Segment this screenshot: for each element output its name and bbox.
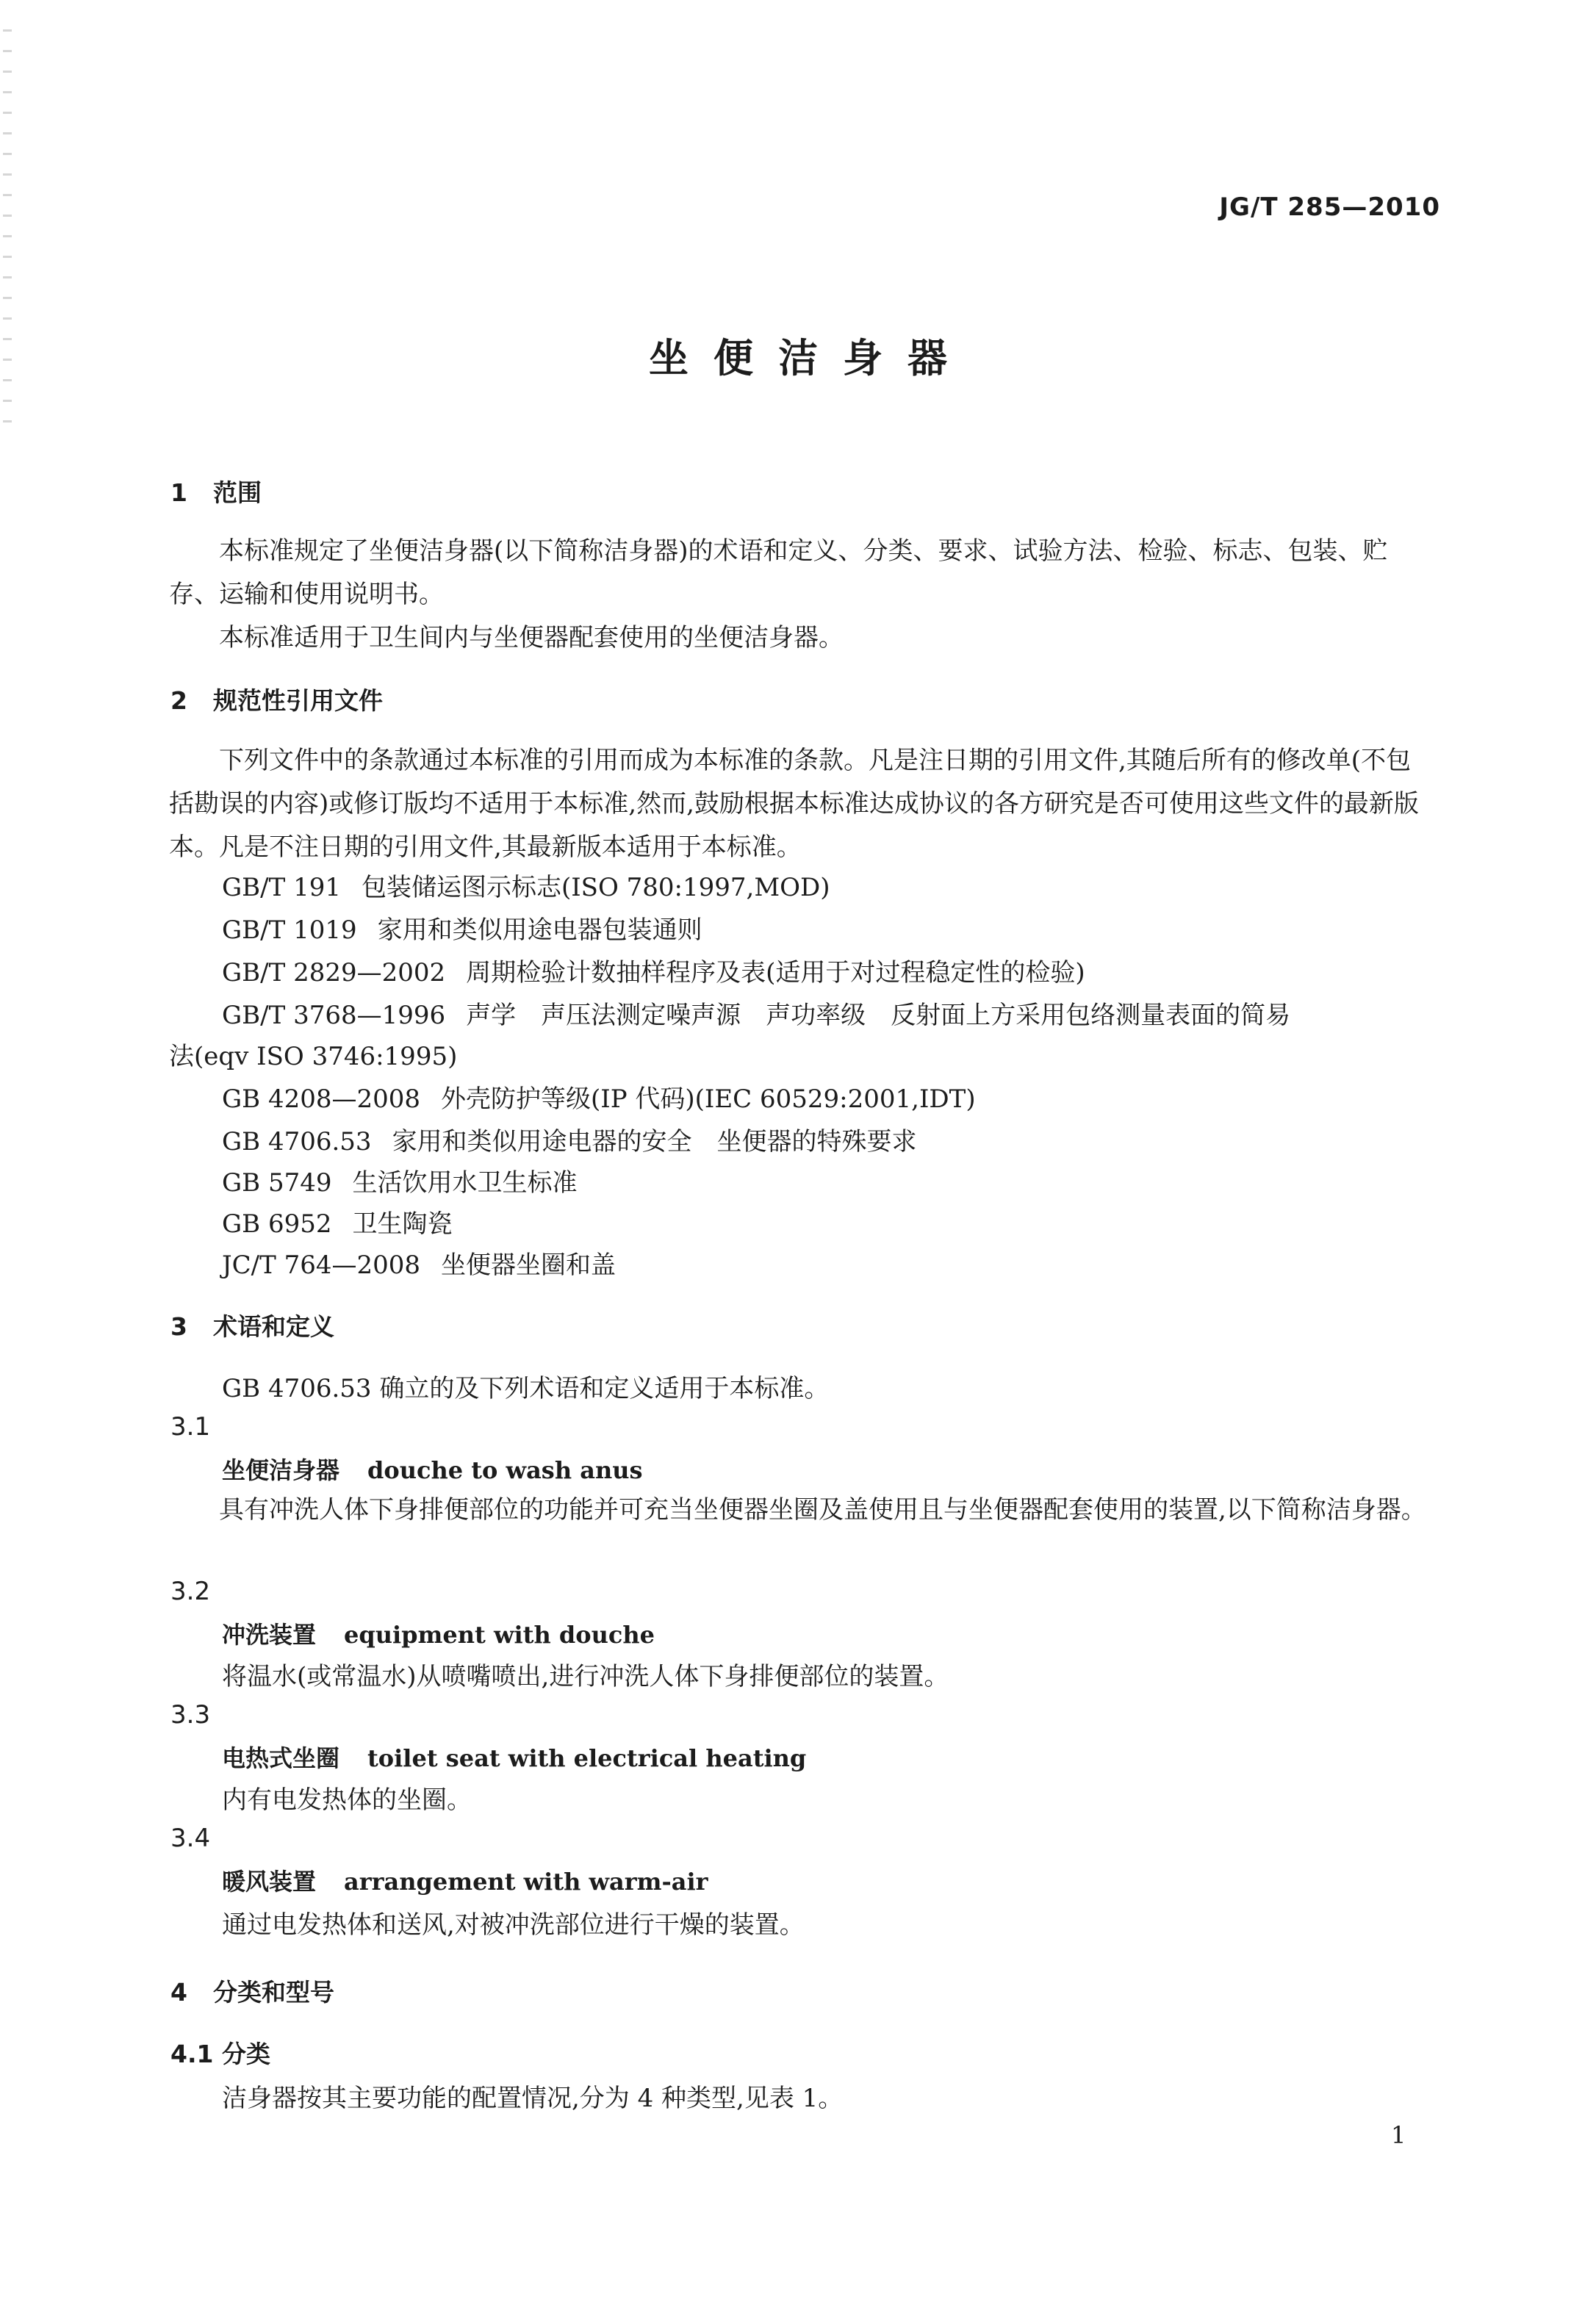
reference-code: GB 5749: [222, 1168, 332, 1198]
reference-title: 家用和类似用途电器包装通则: [377, 915, 702, 945]
reference-code: GB 6952: [222, 1209, 332, 1239]
reference-item: [222, 1245, 616, 1281]
subsection-number: 4.1: [170, 2040, 214, 2068]
section-title: 规范性引用文件: [213, 686, 383, 715]
reference-item: [222, 995, 1290, 1031]
reference-code: GB/T 191: [222, 873, 341, 902]
reference-code: JC/T 764—2008: [222, 1251, 421, 1280]
reference-title: 生活饮用水卫生标准: [352, 1168, 578, 1198]
term-zh: 冲洗装置: [222, 1621, 317, 1649]
normative-intro: 下列文件中的条款通过本标准的引用而成为本标准的条款。凡是注日期的引用文件,其随后所有的修改单(不包括勘误的内容)或修订版均不适用于本标准,然而,鼓励根据本标准达成协议的各方研究是否可使用这些文件的最新版本。凡是不注日期的引用文件,其最新版本适用于本标准。: [169, 746, 1419, 862]
page-number: 1: [1391, 2121, 1406, 2149]
reference-item: [222, 1079, 976, 1115]
reference-code: GB 4208—2008: [222, 1084, 421, 1114]
term-number: 3.4: [170, 1824, 211, 1853]
term-zh: 坐便洁身器: [222, 1456, 340, 1484]
document-title: 坐便洁身器: [649, 335, 972, 381]
term-definition: 通过电发热体和送风,对被冲洗部位进行干燥的装置。: [222, 1910, 805, 1940]
term-en: douche to wash anus: [367, 1456, 643, 1484]
reference-title: 包装储运图示标志(ISO 780:1997,MOD): [361, 873, 830, 902]
term-en: toilet seat with electrical heating: [367, 1744, 807, 1772]
reference-title: 周期检验计数抽样程序及表(适用于对过程稳定性的检验): [466, 958, 1085, 987]
term-heading: [222, 1452, 643, 1486]
reference-code: GB/T 1019: [222, 915, 357, 945]
section-title: 术语和定义: [213, 1312, 334, 1341]
section-number: 3: [170, 1312, 187, 1341]
section-2-heading: [170, 682, 383, 716]
reference-item: [222, 910, 702, 946]
reference-title: 家用和类似用途电器的安全 坐便器的特殊要求: [392, 1127, 917, 1156]
section-title: 分类和型号: [213, 1978, 334, 2007]
section-4-heading: [170, 1974, 334, 2008]
reference-title: 外壳防护等级(IP 代码)(IEC 60529:2001,IDT): [441, 1084, 976, 1114]
scope-paragraph-2: 本标准适用于卫生间内与坐便器配套使用的坐便洁身器。: [219, 623, 844, 652]
term-heading: [222, 1740, 806, 1774]
term-number: 3.2: [170, 1577, 211, 1606]
subsection-4-1-heading: [170, 2035, 270, 2070]
term-number: 3.1: [170, 1412, 211, 1442]
reference-title: 坐便器坐圈和盖: [441, 1251, 617, 1280]
term-en: arrangement with warm-air: [344, 1868, 708, 1896]
term-heading: [222, 1863, 708, 1897]
reference-item: [222, 1204, 452, 1240]
reference-item: [222, 1162, 577, 1198]
reference-continuation: 法(eqv ISO 3746:1995): [169, 1042, 458, 1071]
reference-code: GB 4706.53: [222, 1127, 372, 1156]
reference-code: GB/T 2829—2002: [222, 958, 446, 987]
subsection-title: 分类: [222, 2040, 270, 2068]
term-definition: 内有电发热体的坐圈。: [222, 1785, 472, 1815]
term-zh: 电热式坐圈: [222, 1744, 340, 1772]
term-en: equipment with douche: [344, 1621, 655, 1649]
section-3-heading: [170, 1308, 334, 1342]
term-definition: 将温水(或常温水)从喷嘴喷出,进行冲洗人体下身排便部位的装置。: [222, 1662, 949, 1691]
reference-title: 卫生陶瓷: [352, 1209, 453, 1239]
term-zh: 暖风装置: [222, 1868, 317, 1896]
section-number: 1: [170, 478, 187, 507]
scope-paragraph-1: 本标准规定了坐便洁身器(以下简称洁身器)的术语和定义、分类、要求、试验方法、检验、标志、包装、贮存、运输和使用说明书。: [169, 536, 1388, 609]
section-title: 范围: [213, 478, 262, 507]
term-heading: [222, 1616, 655, 1650]
terms-intro: GB 4706.53 确立的及下列术语和定义适用于本标准。: [222, 1374, 830, 1403]
reference-item: [222, 867, 830, 903]
section-1-heading: [170, 474, 262, 508]
classification-text: 洁身器按其主要功能的配置情况,分为 4 种类型,见表 1。: [222, 2084, 844, 2113]
reference-item: [222, 952, 1085, 988]
reference-code: GB/T 3768—1996: [222, 1001, 446, 1030]
reference-item: [222, 1121, 917, 1157]
reference-title: 声学 声压法测定噪声源 声功率级 反射面上方采用包络测量表面的简易: [466, 1001, 1291, 1030]
term-definition: 具有冲洗人体下身排便部位的功能并可充当坐便器坐圈及盖使用且与坐便器配套使用的装置,以下简称洁身器。: [219, 1495, 1426, 1525]
standard-code: JG/T 285—2010: [1219, 193, 1440, 222]
term-number: 3.3: [170, 1700, 211, 1730]
section-number: 2: [170, 686, 187, 715]
section-number: 4: [170, 1978, 187, 2007]
